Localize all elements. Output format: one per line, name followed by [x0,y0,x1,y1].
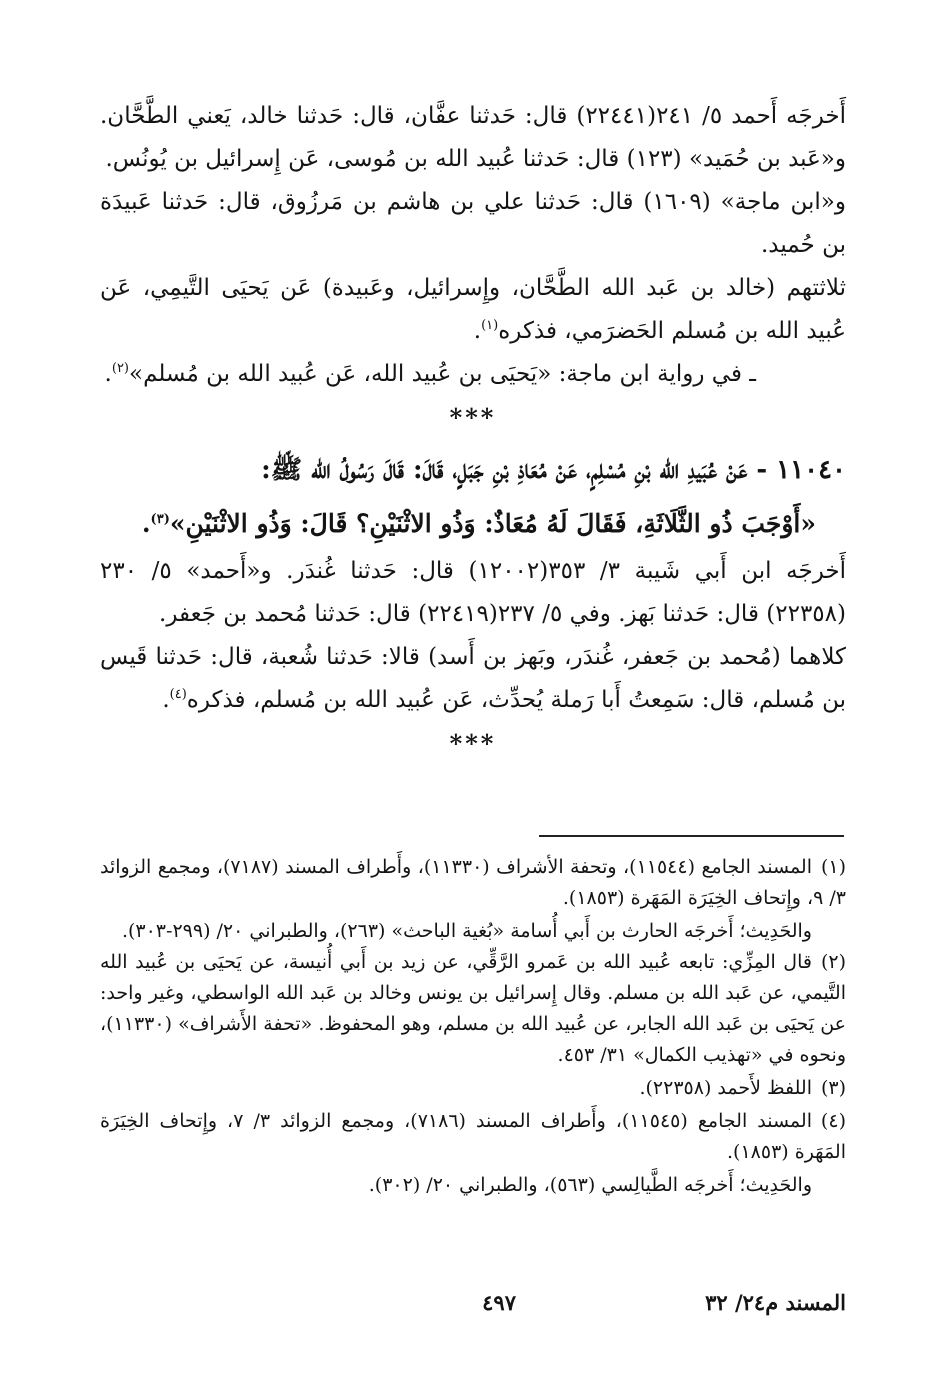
hadith-header [100,442,846,498]
takhrij-paragraph-6: كلاهما (مُحمد بن جَعفر، غُندَر، وبَهز بن أَسد) قالا: حَدثنا شُعبة، قال: حَدثنا قَيس بن مُسلم، قال: سَمِعتُ أَبا رَملة يُحدِّث، عَن عُبيد الله بن مُسلم، فذكره$^{(٤)}$. [100,644,846,713]
footnote-ref-1[interactable]: (١) [481,318,499,333]
footnote-mark: (٢) [820,951,846,973]
footnote-mark: (١) [820,856,846,878]
hadith-number: ١١٠٤٠ - [756,455,846,485]
footnote-3: (٣)اللفظ لأَحمد (٢٢٣٥٨). [100,1073,846,1104]
page-number: ٤٩٧ [482,1290,516,1315]
takhrij-paragraph-3: ثلاثتهم (خالد بن عَبد الله الطَّحَّان، وإِسرائيل، وعَبيدة) عَن يَحيَى التَّيمِي، عَن عُبيد الله بن مُسلم الحَضرَمي، فذكره$^{(١)}$. [100,275,846,344]
volume-label: المسند م٢٤/ ٣٢ [705,1290,846,1315]
footnote-ref-3[interactable]: (٣) [150,512,170,527]
section-separator: *** [449,403,497,432]
footnote-1-continuation: والحَدِيث؛ أَخرجَه الحارث بن أَبي أُسامة «بُغية الباحث» (٢٦٣)، والطبراني ٢٠/ (٢٩٩-٣٠٣). [121,920,812,942]
takhrij-paragraph-5: أَخرجَه ابن أَبي شَيبة ٣/ ٣٥٣(١٢٠٠٢) قال: حَدثنا غُندَر. و«أَحمد» ٥/ ٢٣٠ (٢٢٣٥٨) قال: حَدثنا بَهز. وفي ٥/ ٢٣٧(٢٢٤١٩) قال: حَدثنا مُحمد بن جَعفر. [100,558,846,627]
footnote-1: (١)المسند الجامع (١١٥٤٤)، وتحفة الأشراف (١١٣٣٠)، وأَطراف المسند (٧١٨٧)، ومجمع الزوائد ٣/ ٩، وإِتحاف الخِيَرَة المَهَرة (١٨٥٣). [100,852,846,914]
takhrij-paragraph-2: و«ابن ماجة» (١٦٠٩) قال: حَدثنا علي بن هاشم بن مَرزُوق، قال: حَدثنا عَبيدَة بن حُميد. [100,189,846,258]
main-text [100,95,846,768]
ibn-majah-note: ـ في رواية ابن ماجة: «يَحيَى بن عُبيد الله، عَن عُبيد الله بن مُسلم»$^{(٢)}$. [104,361,756,387]
takhrij-paragraph-1: أَخرجَه أَحمد ٥/ ٢٤١(٢٢٤٤١) قال: حَدثنا عفَّان، قال: حَدثنا خالد، يَعني الطَّحَّان. و«عَبد بن حُمَيد» (١٢٣) قال: حَدثنا عُبيد الله بن مُوسى، عَن إِسرائيل بن يُونُس. [100,103,847,172]
footnote-4: (٤)المسند الجامع (١١٥٤٥)، وأَطراف المسند (٧١٨٦)، ومجمع الزوائد ٣/ ٧، وإِتحاف الخِيَرَة المَهَرة (١٨٥٣). [100,1106,846,1168]
page-footer [100,1290,846,1330]
footnote-4-continuation: والحَدِيث؛ أَخرجَه الطَّيالِسي (٥٦٣)، والطبراني ٢٠/ (٣٠٢). [368,1174,812,1196]
footnote-ref-2[interactable]: (٢) [111,361,129,376]
footnote-ref-4[interactable]: (٤) [169,687,187,702]
hadith-isnad: عَنْ عُبَيدِ الله بْنِ مُسْلِمٍ، عَنْ مُعَاذِ بْنِ جَبَلٍ، قَالَ: قَالَ رَسُولُ الله ﷺ: [261,455,748,485]
section-separator: *** [449,729,497,758]
footnote-divider [539,835,844,837]
footnotes [100,852,846,1201]
hadith-matn: «أَوْجَبَ ذُو الثَّلَاثَةِ، فَقَالَ لَهُ مُعَاذٌ: وَذُو الاثْنَيْنِ؟ قَالَ: وَذُو الاثْنَيْنِ»$^{(٣)}$. [141,509,816,538]
footnote-2: (٢)قال المِزِّي: تابعه عُبيد الله بن عَمرو الرَّقِّي، عن زيد بن أَبي أُنيسة، عن يَحيَى بن عُبيد الله التَّيمي، عن عَبد الله بن مسلم. وقال إِسرائيل بن يونس وخالد بن عَبد الله الواسطي، وغير واحد: عن يَحيَى بن عَبد الله الجابر، عن عُبيد الله بن مسلم، وهو المحفوظ. «تحفة الأَشراف» (١١٣٣٠)، ونحوه في «تهذيب الكمال» ٣١/ ٤٥٣. [100,947,846,1071]
footnote-mark: (٣) [820,1077,846,1099]
footnote-mark: (٤) [820,1110,846,1132]
